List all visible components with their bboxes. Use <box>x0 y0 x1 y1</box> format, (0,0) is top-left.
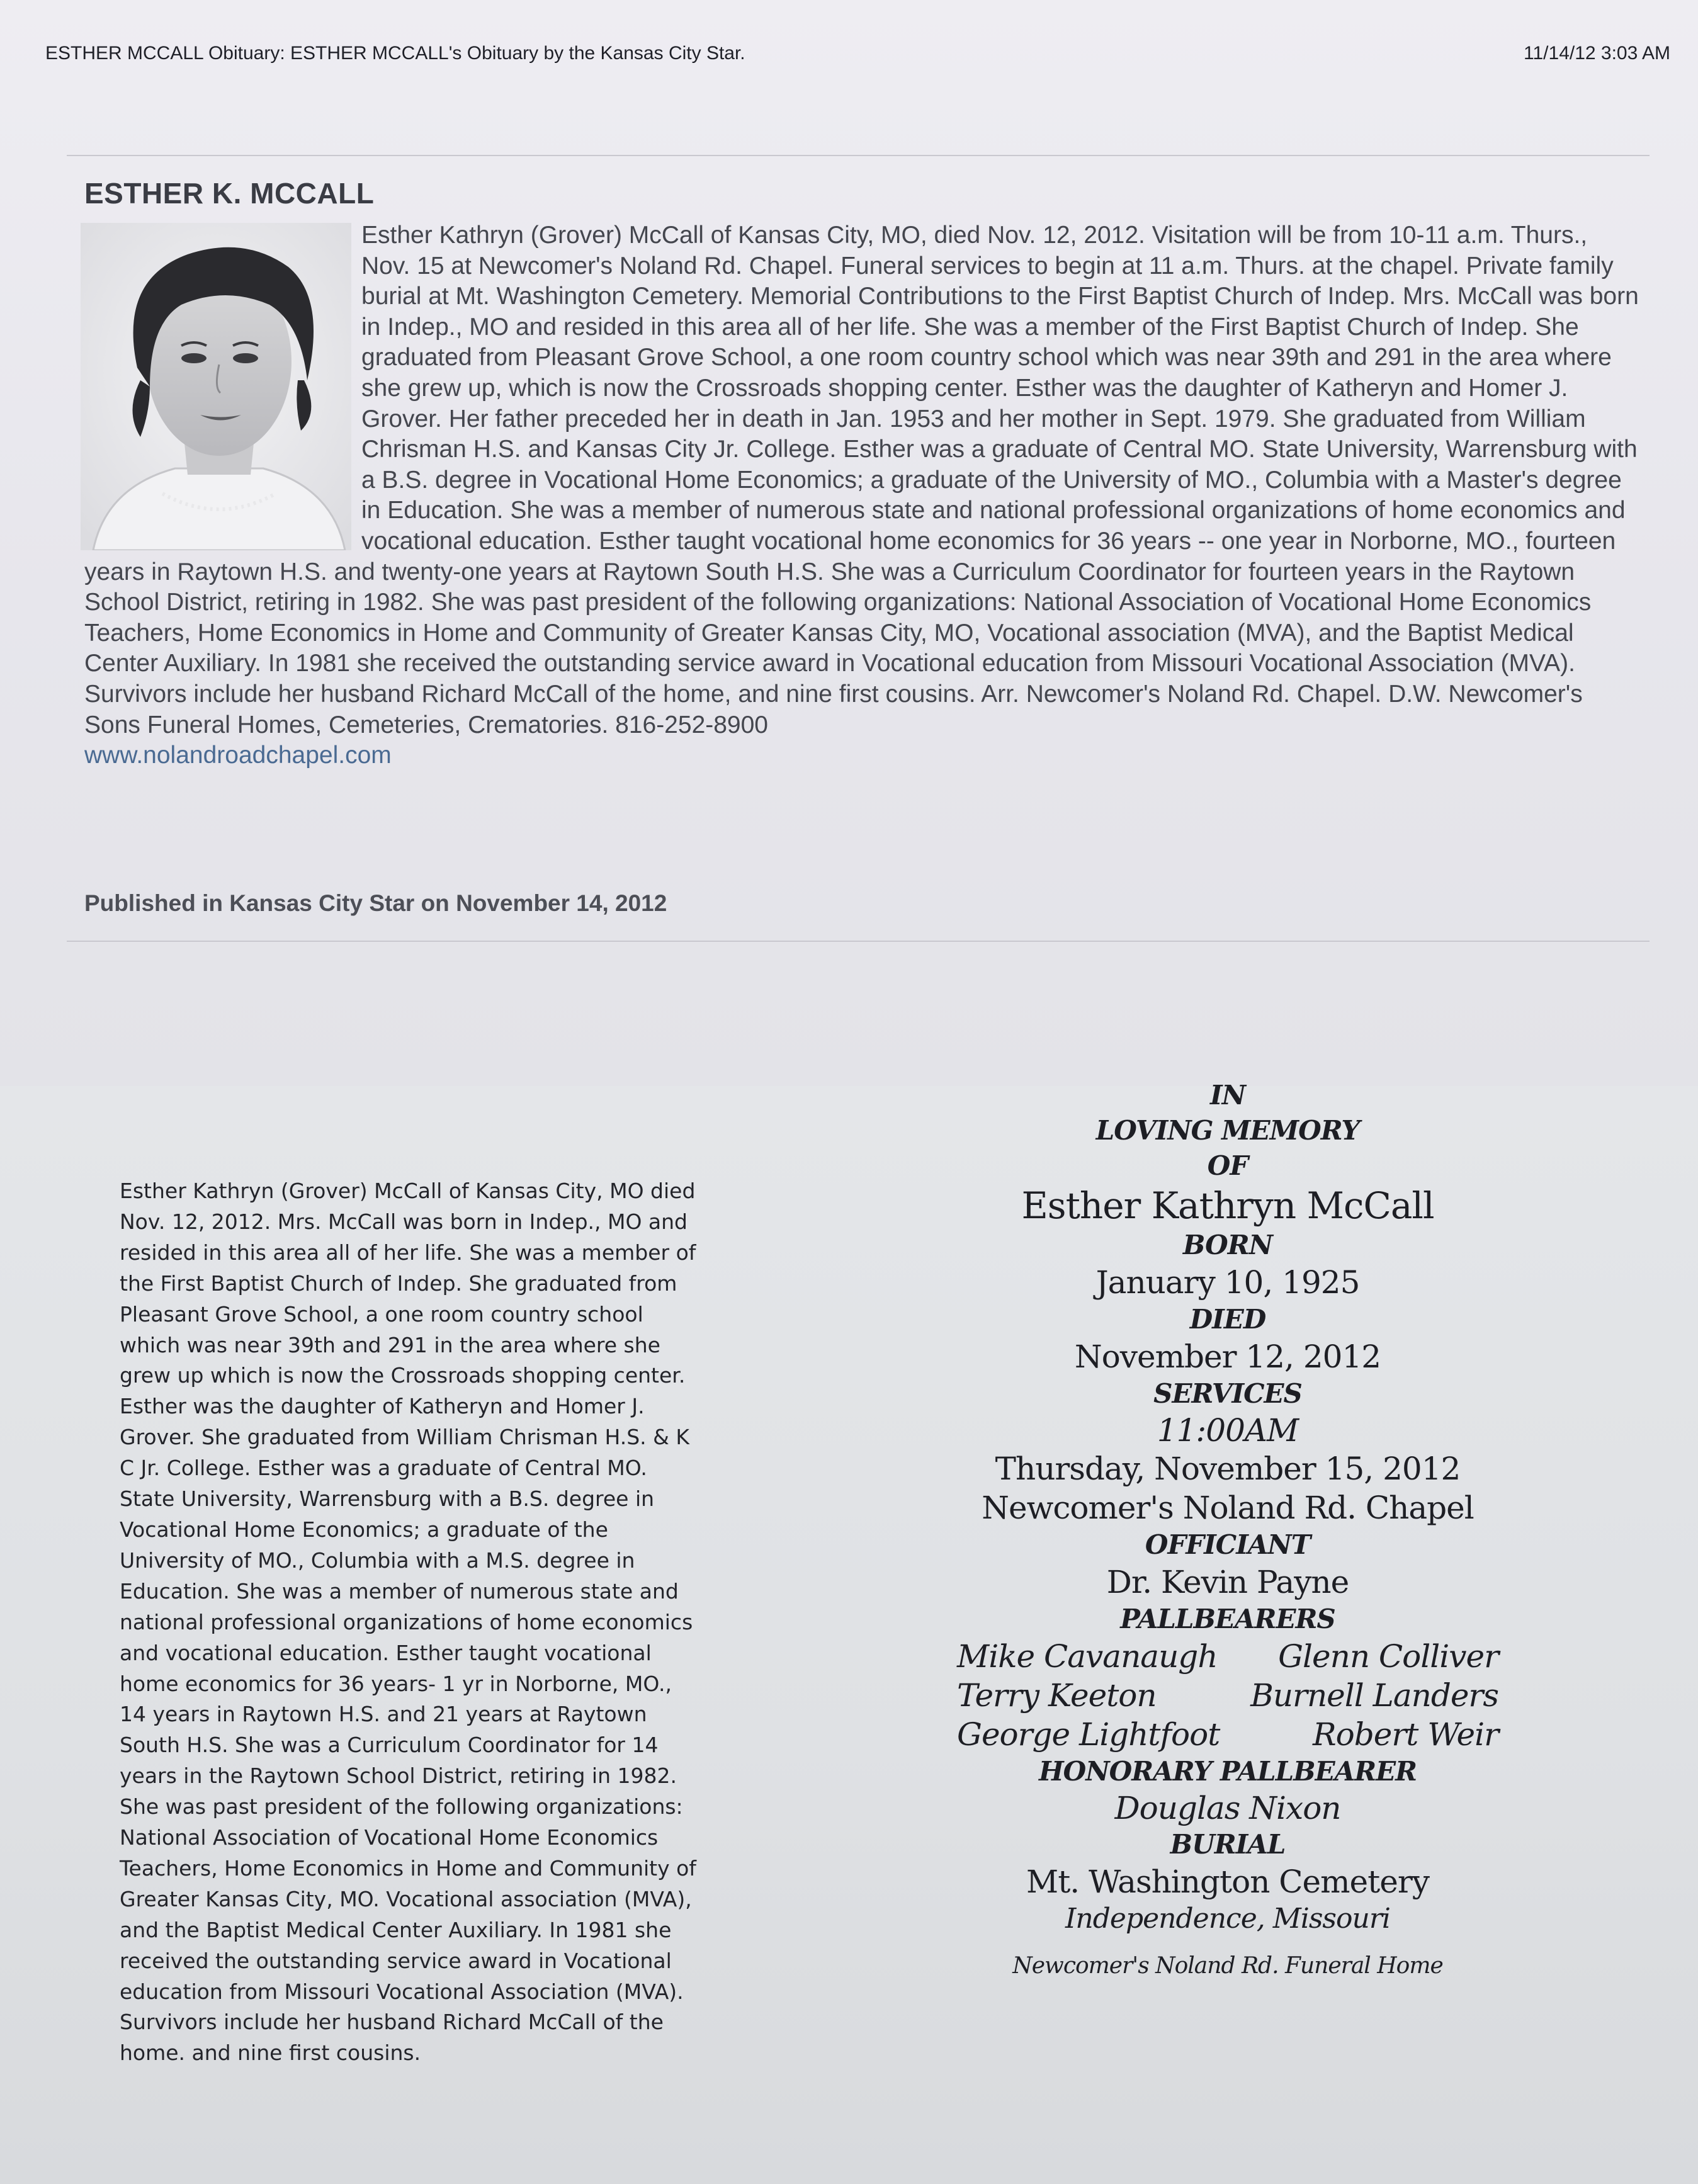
funeral-home-link[interactable]: www.nolandroadchapel.com <box>84 742 392 769</box>
services-date: Thursday, November 15, 2012 <box>995 1451 1461 1487</box>
loving-memory-label: LOVING MEMORY <box>1095 1115 1360 1146</box>
pallbearer: Mike Cavanaugh <box>957 1638 1218 1675</box>
honorary-pallbearer-name: Douglas Nixon <box>1114 1790 1341 1826</box>
obituary-body: Esther Kathryn (Grover) McCall of Kansas City, MO, died Nov. 12, 2012. Visitation will be from 10-11 a.m. Thurs., Nov. 15 at Newcomer's Noland Rd. Chapel. Funeral services to begin at 11 a.m. Thurs. at the chapel. Private family burial at Mt. Washington Cemetery. Memorial Contributions to the First Baptist Church of Indep. Mrs. McCall was born in Indep., MO and resided in this area all of her life. She was a member of the First Baptist Church of Indep. She graduated from Pleasant Grove School, a one room country school which was near 39th and 291 in the area where she grew up, which is now the Crossroads shopping center. Esther was the daughter of Katheryn and Homer J. Grover. Her father preceded her in death in Jan. 1953 and her mother in Sept. 1979. She graduated from William Chrisman H.S. and Kansas City Jr. College. Esther was a graduate of Central MO. State University, Warrensburg with a B.S. degree in Vocational Home Economics; a graduate of the University of MO., Columbia with a Master's degree in Education. She was a member of numerous state and national professional organizations of home economics and vocational education. Esther taught vocational home economics for 36 years -- one year in Norborne, MO., fourteen years in Raytown H.S. and twenty-one years at Raytown South H.S. She was a Curriculum Coordinator for fourteen years in the Raytown School District, retiring in 1982. She was past president of the following organizations: National Association of Vocational Home Economics Teachers, Home Economics in Home and Community of Greater Kansas City, MO, Vocational association (MVA), and the Baptist Medical Center Auxiliary. In 1981 she received the outstanding service award in Vocational education from Missouri Vocational Association (MVA). Survivors include her husband Richard McCall of the home, and nine first cousins. Arr. Newcomer's Noland Rd. Chapel. D.W. Newcomer's Sons Funeral Homes, Cemeteries, Crematories. 816-252-8900 <box>84 222 1639 738</box>
web-obituary-printout <box>0 0 1698 1086</box>
print-header-title: ESTHER MCCALL Obituary: ESTHER MCCALL's Obituary by the Kansas City Star. <box>45 43 745 64</box>
pallbearer: Burnell Landers <box>1250 1677 1498 1714</box>
published-prefix: Published in Kansas City Star on <box>84 890 450 916</box>
obituary-name: ESTHER K. MCCALL <box>84 177 375 210</box>
died-date: November 12, 2012 <box>1074 1338 1381 1375</box>
divider-bottom <box>67 941 1650 942</box>
pallbearer: Terry Keeton <box>957 1677 1157 1714</box>
deceased-name: Esther Kathryn McCall <box>1021 1184 1434 1227</box>
funeral-home-name: Newcomer's Noland Rd. Funeral Home <box>1012 1953 1443 1979</box>
services-place: Newcomer's Noland Rd. Chapel <box>982 1490 1474 1526</box>
pallbearer: Glenn Colliver <box>1278 1638 1498 1675</box>
divider-top <box>67 155 1650 156</box>
services-label: SERVICES <box>1153 1378 1302 1409</box>
born-label: BORN <box>1182 1230 1273 1260</box>
published-date: November 14, 2012 <box>456 890 667 916</box>
pallbearers-label: PALLBEARERS <box>1120 1604 1335 1634</box>
burial-place: Mt. Washington Cemetery <box>1026 1864 1429 1900</box>
pallbearer: Robert Weir <box>1312 1716 1498 1753</box>
honorary-pallbearer-label: HONORARY PALLBEARER <box>1038 1756 1417 1787</box>
burial-city: Independence, Missouri <box>1065 1903 1390 1935</box>
obituary-text-block <box>84 220 1639 771</box>
services-time: 11:00AM <box>1157 1412 1299 1449</box>
in-label: IN <box>1209 1080 1246 1111</box>
print-header-timestamp: 11/14/12 3:03 AM <box>1524 43 1670 64</box>
officiant-label: OFFICIANT <box>1145 1529 1311 1560</box>
officiant-name: Dr. Kevin Payne <box>1106 1564 1349 1600</box>
died-label: DIED <box>1189 1304 1266 1335</box>
portrait-spacer <box>84 220 361 554</box>
program-memorial-column <box>881 1078 1574 1981</box>
born-date: January 10, 1925 <box>1095 1264 1360 1301</box>
pallbearer: George Lightfoot <box>957 1716 1220 1753</box>
of-label: OF <box>1207 1150 1248 1181</box>
published-line <box>84 890 667 917</box>
program-biography: Esther Kathryn (Grover) McCall of Kansas City, MO died Nov. 12, 2012. Mrs. McCall was born in Indep., MO and resided in this area all of her life. She was a member of the First Baptist Church of Indep. She graduated from Pleasant Grove School, a one room country school which was near 39th and 291 in the area where she grew up which is now the Crossroads shopping center. Esther was the daughter of Katheryn and Homer J. Grover. She graduated from William Chrisman H.S. & K C Jr. College. Esther was a graduate of Central MO. State University, Warrensburg with a B.S. degree in Vocational Home Economics; a graduate of the University of MO., Columbia with a M.S. degree in Education. She was a member of numerous state and national professional organizations of home economics and vocational education. Esther taught vocational home economics for 36 years- 1 yr in Norborne, MO., 14 years in Raytown H.S. and 21 years at Raytown South H.S. She was a Curriculum Coordinator for 14 years in the Raytown School District, retiring in 1982. She was past president of the following organizations: National Association of Vocational Home Economics Teachers, Home Economics in Home and Community of Greater Kansas City, MO. Vocational association (MVA), and the Baptist Medical Center Auxiliary. In 1981 she received the outstanding service award in Vocational education from Missouri Vocational Association (MVA). Survivors include her husband Richard McCall of the home. and nine first cousins. <box>120 1179 696 2066</box>
pallbearers-list <box>957 1637 1498 1754</box>
burial-label: BURIAL <box>1170 1829 1286 1860</box>
